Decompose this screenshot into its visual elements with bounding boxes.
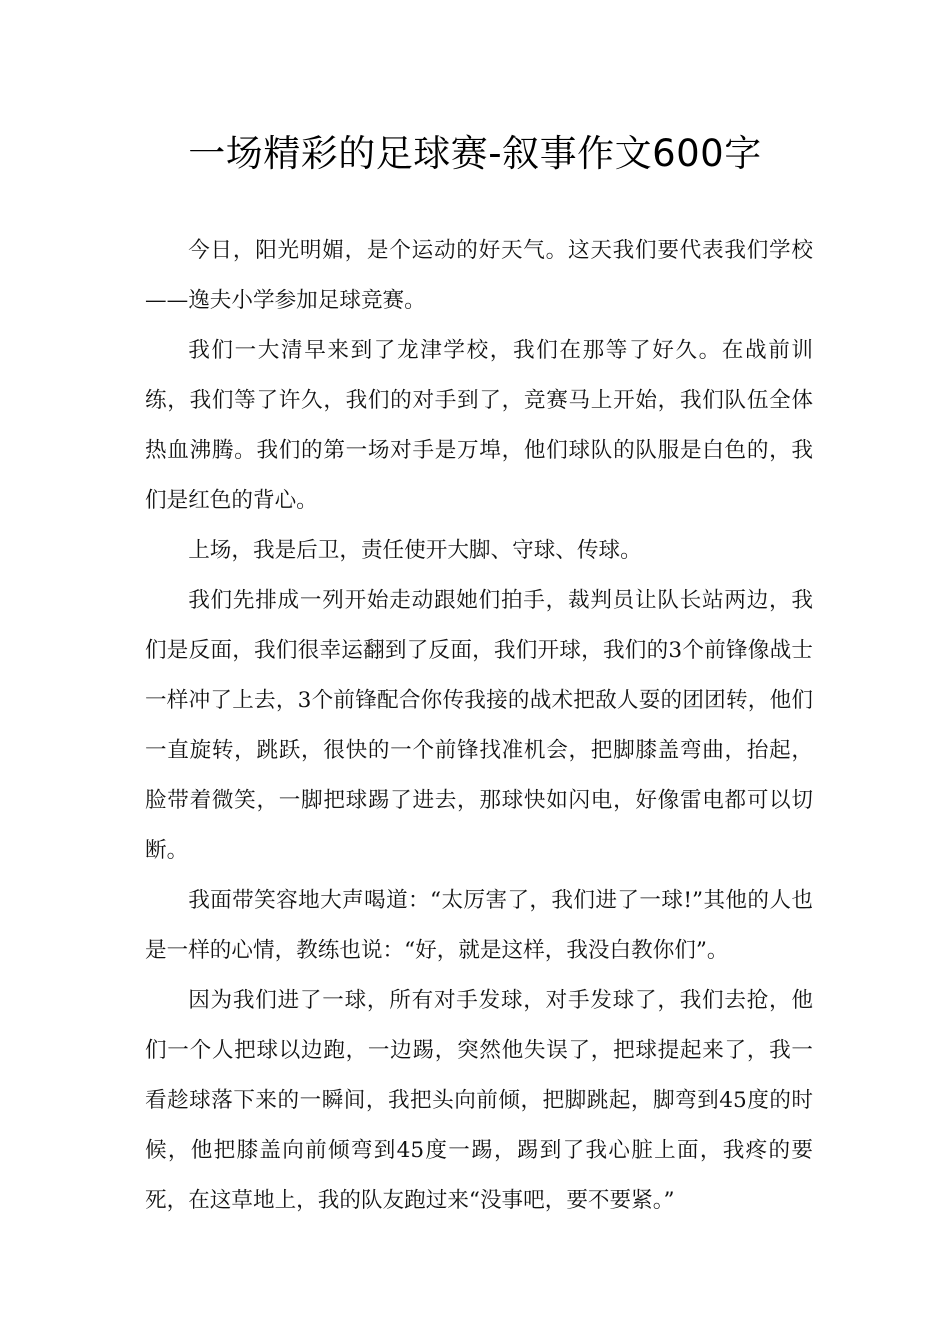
document-body	[145, 226, 813, 1226]
paragraph-2: 我们一大清早来到了龙津学校，我们在那等了好久。在战前训练，我们等了许久，我们的对手到了，竞赛马上开始，我们队伍全体热血沸腾。我们的第一场对手是万埠，他们球队的队服是白色的，我们是红色的背心。	[145, 338, 813, 513]
document-title: 一场精彩的足球赛-叙事作文600字	[188, 132, 762, 175]
paragraph-1: 今日，阳光明媚，是个运动的好天气。这天我们要代表我们学校——逸夫小学参加足球竞赛。	[145, 238, 813, 313]
paragraph-3: 上场，我是后卫，责任使开大脚、守球、传球。	[188, 538, 642, 563]
paragraph-4: 我们先排成一列开始走动跟她们拍手，裁判员让队长站两边，我们是反面，我们很幸运翻到了反面，我们开球，我们的3个前锋像战士一样冲了上去，3个前锋配合你传我接的战术把敌人耍的团团转，他们一直旋转，跳跃，很快的一个前锋找准机会，把脚膝盖弯曲，抬起，脸带着微笑，一脚把球踢了进去，那球快如闪电，好像雷电都可以切断。	[145, 588, 813, 863]
paragraph-5: 我面带笑容地大声喝道：“太厉害了，我们进了一球!”其他的人也是一样的心情，教练也说：“好，就是这样，我没白教你们”。	[145, 888, 813, 963]
paragraph-6: 因为我们进了一球，所有对手发球，对手发球了，我们去抢，他们一个人把球以边跑，一边踢，突然他失误了，把球提起来了，我一看趁球落下来的一瞬间，我把头向前倾，把脚跳起，脚弯到45度的时候，他把膝盖向前倾弯到45度一踢，踢到了我心脏上面，我疼的要死，在这草地上，我的队友跑过来“没事吧，要不要紧。”	[145, 988, 813, 1213]
